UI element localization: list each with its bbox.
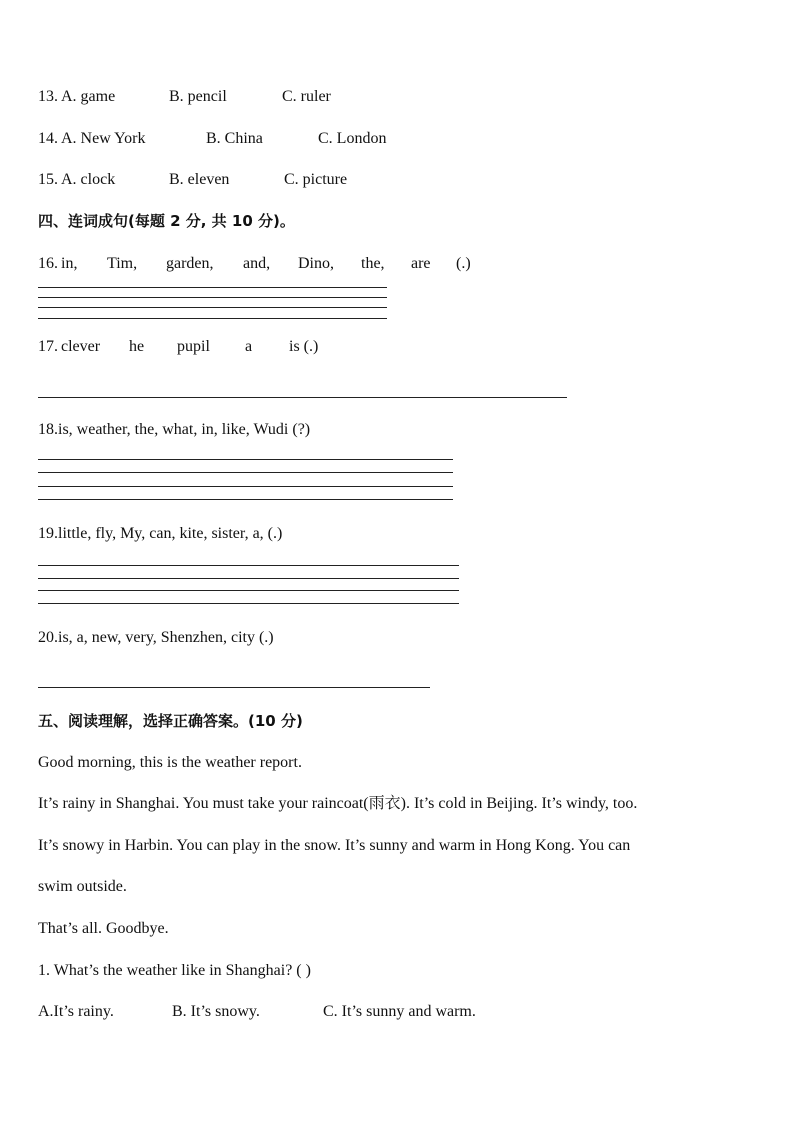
answer-line bbox=[38, 486, 453, 487]
passage-line: Good morning, this is the weather report. bbox=[38, 754, 302, 771]
passage-line: It’s snowy in Harbin. You can play in the snow. It’s sunny and warm in Hong Kong. You can bbox=[38, 837, 631, 854]
answer-line bbox=[38, 603, 459, 604]
question-number: 15. bbox=[38, 171, 58, 188]
answer-line bbox=[38, 459, 453, 460]
word: pupil bbox=[177, 338, 210, 355]
answer-line bbox=[38, 687, 430, 688]
option-a: A. clock bbox=[61, 171, 116, 188]
word: garden, bbox=[166, 255, 214, 272]
word: Tim, bbox=[107, 255, 138, 272]
question-18: 18.is, weather, the, what, in, like, Wudi (?) bbox=[38, 421, 311, 438]
passage-line: That’s all. Goodbye. bbox=[38, 920, 169, 937]
passage-line: It’s rainy in Shanghai. You must take your raincoat(雨衣). It’s cold in Beijing. It’s windy, too. bbox=[38, 795, 638, 812]
question-number: 16. bbox=[38, 255, 58, 272]
word: are bbox=[411, 255, 431, 272]
word: the, bbox=[361, 255, 385, 272]
word: he bbox=[129, 338, 145, 355]
section-4-title: 四、连词成句(每题 2 分, 共 10 分)。 bbox=[38, 212, 295, 230]
option-c: C. London bbox=[318, 130, 387, 147]
answer-line bbox=[38, 578, 459, 579]
word: (.) bbox=[456, 255, 471, 272]
option-a: A.It’s rainy. bbox=[38, 1003, 114, 1020]
passage-line: swim outside. bbox=[38, 878, 127, 895]
word: clever bbox=[61, 338, 101, 355]
question-19: 19.little, fly, My, can, kite, sister, a, (.) bbox=[38, 525, 283, 542]
option-b: B. pencil bbox=[169, 88, 227, 105]
option-c: C. It’s sunny and warm. bbox=[323, 1003, 476, 1020]
option-b: B. eleven bbox=[169, 171, 230, 188]
answer-line bbox=[38, 287, 387, 288]
option-a: A. game bbox=[61, 88, 116, 105]
question-number: 17. bbox=[38, 338, 58, 355]
answer-line bbox=[38, 297, 387, 298]
word: is (.) bbox=[289, 338, 319, 355]
answer-line bbox=[38, 472, 453, 473]
answer-line bbox=[38, 565, 459, 566]
answer-line bbox=[38, 499, 453, 500]
word: a bbox=[245, 338, 253, 355]
section-5-title: 五、阅读理解，选择正确答案。(10 分) bbox=[38, 712, 303, 730]
option-a: A. New York bbox=[61, 130, 146, 147]
answer-line bbox=[38, 397, 567, 398]
answer-line bbox=[38, 307, 387, 308]
question-number: 14. bbox=[38, 130, 58, 147]
word: in, bbox=[61, 255, 78, 272]
question-20: 20.is, a, new, very, Shenzhen, city (.) bbox=[38, 629, 274, 646]
answer-line bbox=[38, 318, 387, 319]
word: and, bbox=[243, 255, 271, 272]
option-b: B. It’s snowy. bbox=[172, 1003, 260, 1020]
reading-question-1: 1. What’s the weather like in Shanghai? ( ) bbox=[38, 962, 311, 979]
option-b: B. China bbox=[206, 130, 263, 147]
question-number: 13. bbox=[38, 88, 58, 105]
option-c: C. picture bbox=[284, 171, 348, 188]
answer-line bbox=[38, 590, 459, 591]
option-c: C. ruler bbox=[282, 88, 331, 105]
word: Dino, bbox=[298, 255, 334, 272]
